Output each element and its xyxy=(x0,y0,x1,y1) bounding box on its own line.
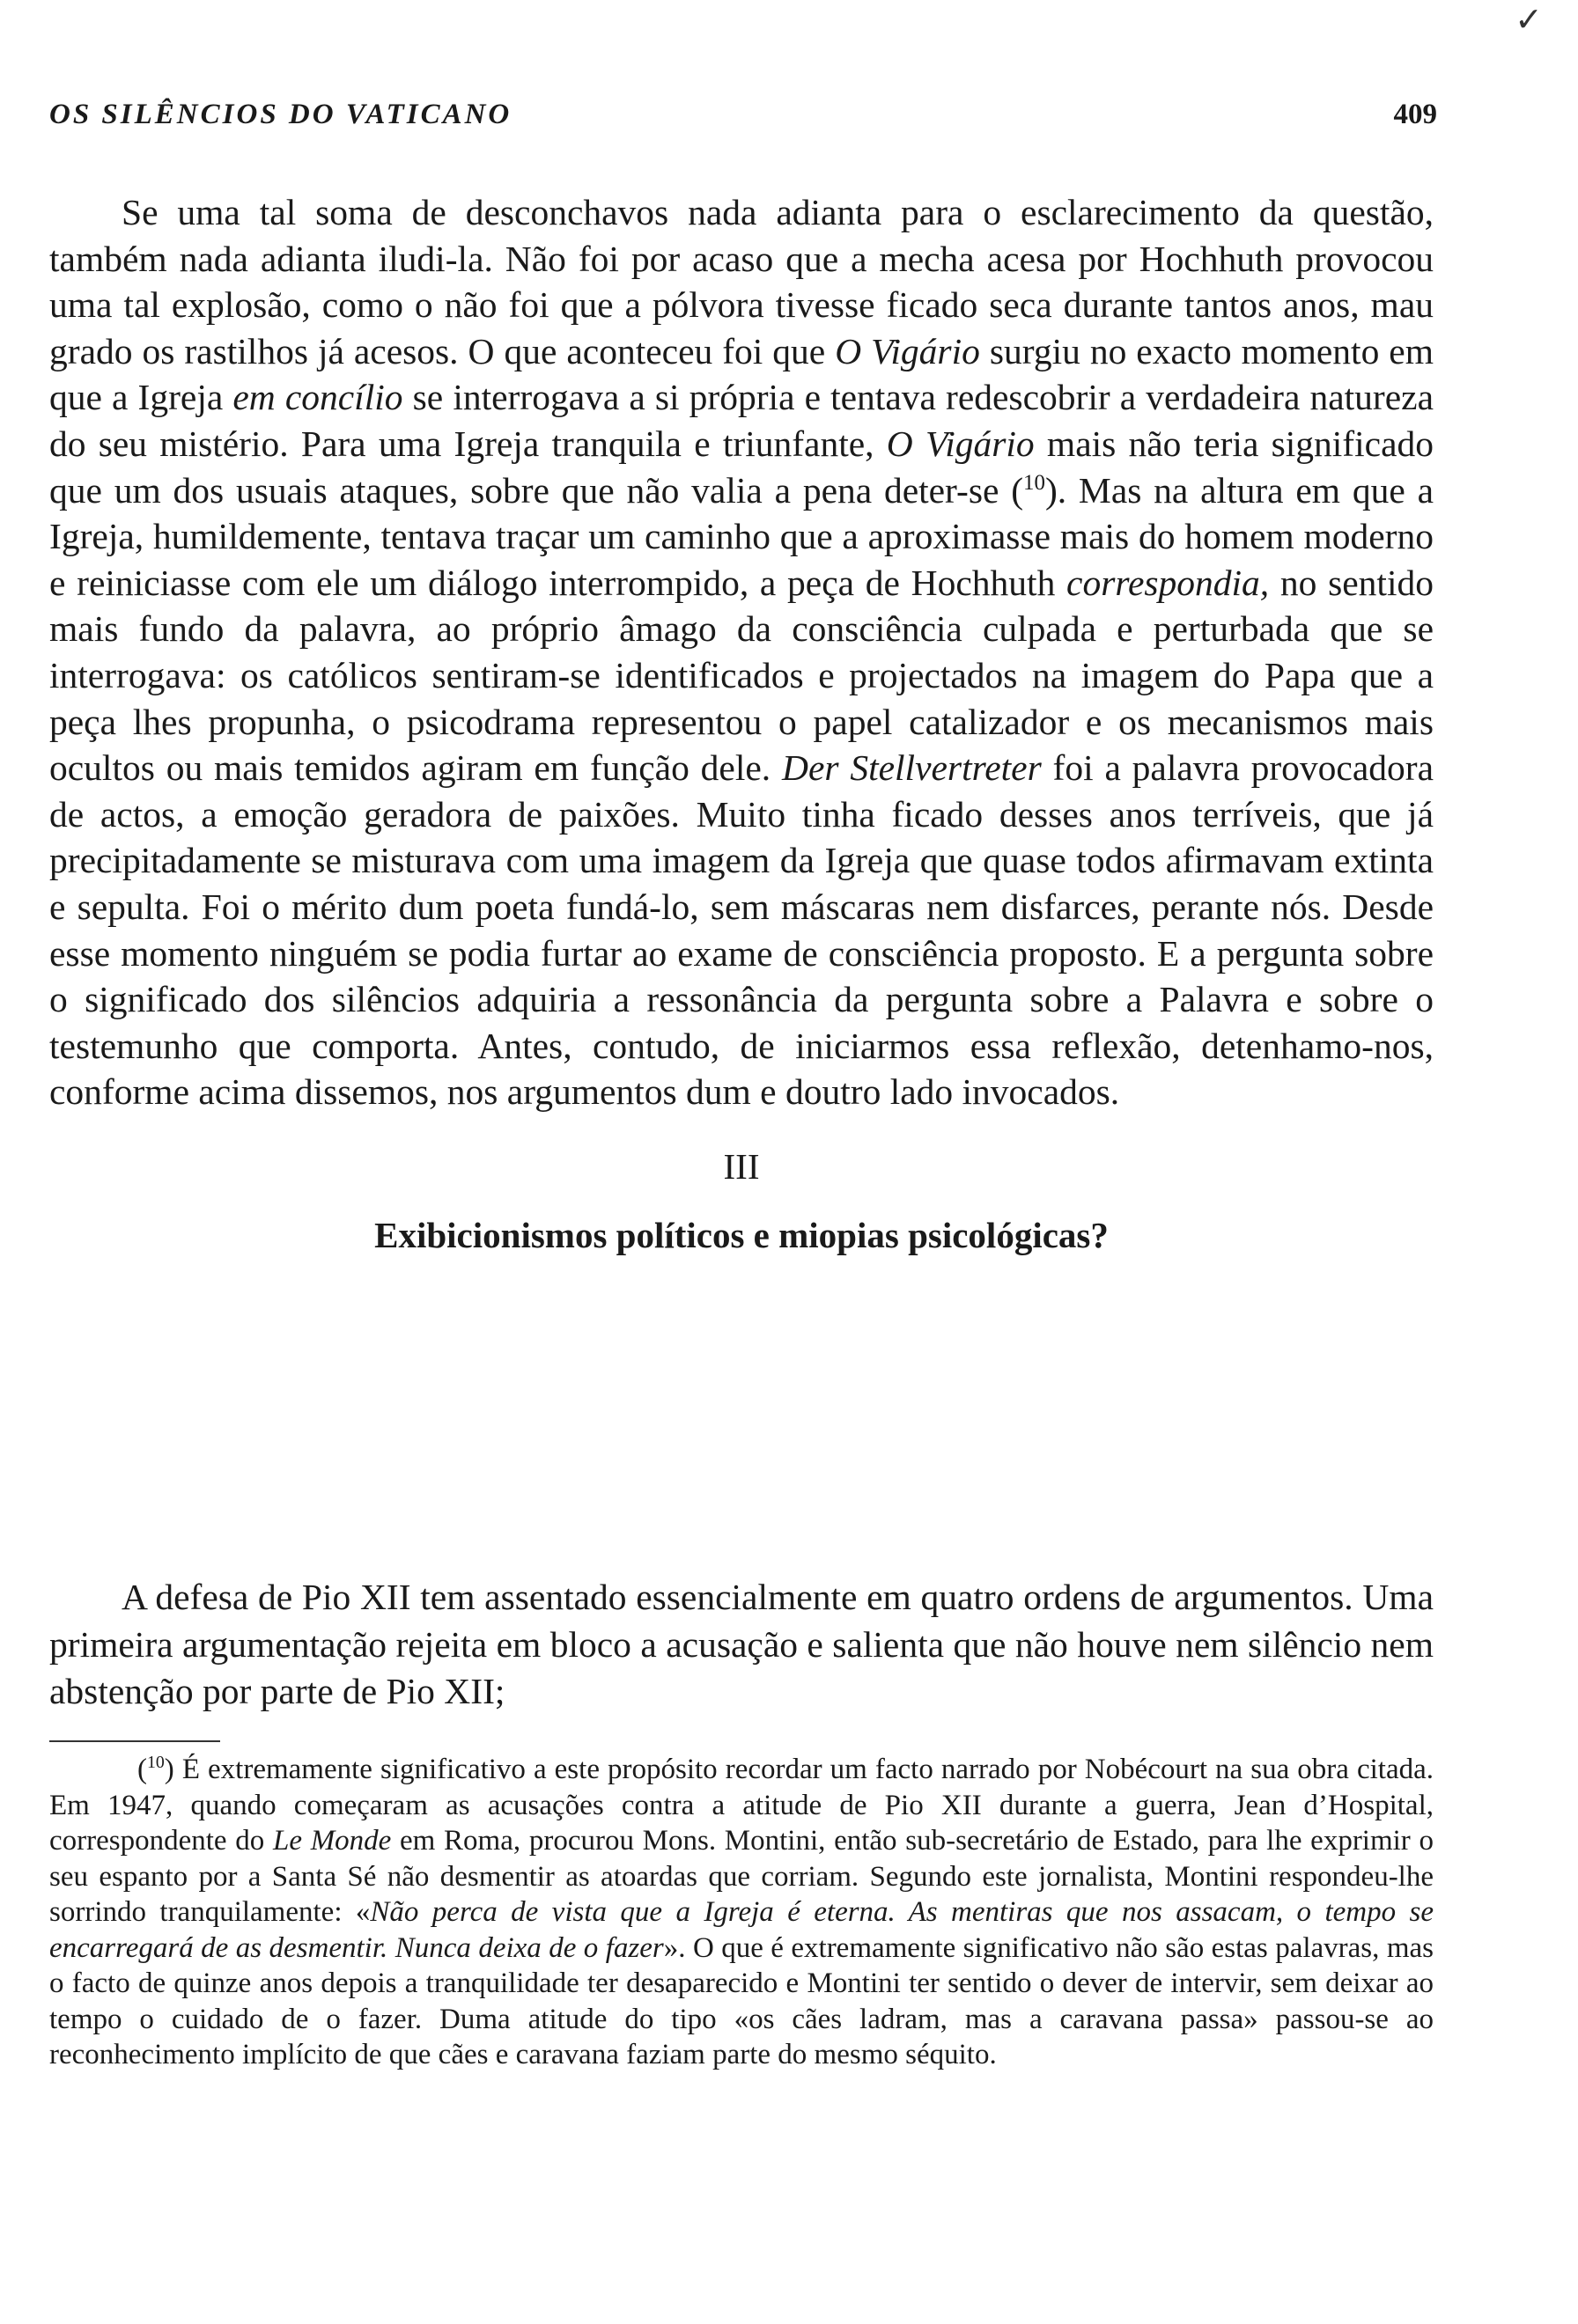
italic-run: O Vigário xyxy=(835,330,980,371)
text-run: mais não teria significado que um dos usuais ataques, sobre que não valia a pena deter-se ( xyxy=(49,423,1434,511)
text-run: Se uma tal soma de desconchavos nada adianta para o esclarecimento da questão, também nada adianta iludi-la. Não foi por acaso que a mecha acesa por Hochhuth provocou uma tal explosão, como o não foi que a pólvora tivesse ficado seca durante tantos anos, mau grado os rastilhos já acesos. O que aconteceu foi que xyxy=(49,192,1434,371)
text-run: em Roma, procurou Mons. Montini, então sub-secretário de Estado, para lhe exprimir o seu espanto por a Santa Sé não desmentir as atoardas que corriam. Segundo este jornalista, Montini respondeu-lhe sorrindo tranquilamente: « xyxy=(49,1825,1434,1928)
corner-mark: ✓ xyxy=(1515,2,1543,39)
paragraph-2: A defesa de Pio XII tem assentado essencialmente em quatro ordens de argumentos. Uma primeira argumentação rejeita em bloco a acusação e salienta que não houve nem silêncio nem abstenção por parte de Pio XII; xyxy=(49,1577,1434,1711)
running-header xyxy=(49,99,1437,143)
footnote-ref: 10 xyxy=(147,1753,165,1772)
italic-run: em concílio xyxy=(232,377,403,418)
italic-run: Der Stellvertreter xyxy=(781,747,1042,789)
main-text xyxy=(49,189,1434,1258)
section-number: III xyxy=(723,1145,760,1187)
text-run: surgiu no exacto momento em que a Igreja xyxy=(49,330,1434,418)
footnote-text xyxy=(49,1752,1434,2073)
text-run: foi a palavra provocadora de actos, a emoção geradora de paixões. Muito tinha ficado desses anos terríveis, que já precipitadamente se misturava com uma imagem da Igreja que quase todos afirmavam extinta e sepulta. Foi o mérito dum poeta fundá-lo, sem máscaras nem disfarces, perante nós. Desde esse momento ninguém se podia furtar ao exame de consciência proposto. E a pergunta sobre o significado dos silêncios adquiria a ressonância da pergunta sobre a Palavra e sobre o testemunho que comporta. Antes, contudo, de iniciarmos essa reflexão, detenhamo-nos, conforme acima dissemos, nos argumentos dum e doutro lado invocados. xyxy=(49,747,1434,1113)
main-text-continued xyxy=(49,1574,1434,1716)
text-run: ( xyxy=(137,1754,147,1785)
paragraph-1 xyxy=(49,189,1434,1115)
italic-run: Le Monde xyxy=(272,1825,392,1857)
footnote-divider xyxy=(49,1740,220,1742)
text-run: ) É extremamente significativo a este propósito recordar um facto narrado por Nobécourt na sua obra citada. Em 1947, quando começaram as acusações contra a atitude de Pio XII durante a guerra, Jean d’Hospital, correspondente do xyxy=(49,1754,1434,1857)
italic-run: correspondia, xyxy=(1066,562,1270,603)
page-number: 409 xyxy=(1393,99,1437,130)
text-run: ). Mas na altura em que a Igreja, humildemente, tentava traçar um caminho que a aproximasse mais do homem moderno e reiniciasse com ele um diálogo interrompido, a peça de Hochhuth xyxy=(49,469,1434,603)
footnote-ref: 10 xyxy=(1023,470,1045,495)
footnote-10 xyxy=(49,1752,1434,2073)
section-title: Exibicionismos políticos e miopias psicológicas? xyxy=(374,1214,1109,1255)
italic-run: O Vigário xyxy=(886,423,1035,464)
italic-run: Não perca de vista que a Igreja é eterna. As mentiras que nos assacam, o tempo se encarregará de as desmentir. Nunca deixa de o fazer xyxy=(49,1896,1434,1964)
running-title: OS SILÊNCIOS DO VATICANO xyxy=(49,99,512,130)
text-run: no sentido mais fundo da palavra, ao próprio âmago da consciência culpada e perturbada que se interrogava: os católicos sentiram-se identificados e projectados na imagem do Papa que a peça lhes propunha, o psicodrama representou o papel catalizador e os mecanismos mais ocultos ou mais temidos agiram em função dele. xyxy=(49,562,1434,789)
text-run: ». O que é extremamente significativo não são estas palavras, mas o facto de quinze anos depois a tranquilidade ter desaparecido e Montini ter sentido o dever de intervir, sem deixar ao tempo o cuidado de o fazer. Duma atitude do tipo «os cães ladram, mas a caravana passa» passou-se ao reconhecimento implícito de que cães e caravana faziam parte do mesmo séquito. xyxy=(49,1931,1434,2070)
text-run: se interrogava a si própria e tentava redescobrir a verdadeira natureza do seu mistério. Para uma Igreja tranquila e triunfante, xyxy=(49,377,1434,464)
